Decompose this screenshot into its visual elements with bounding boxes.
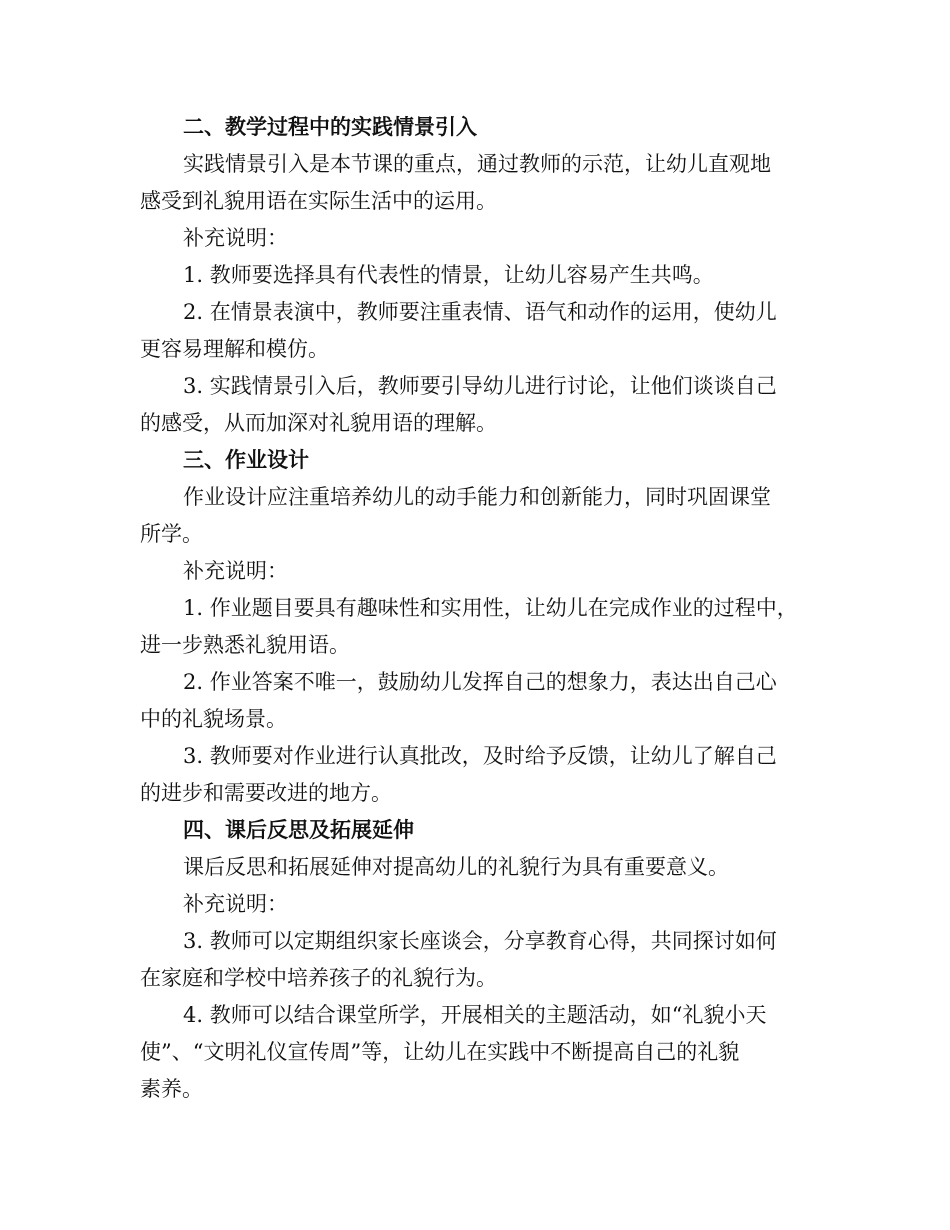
- paragraph-line: 感受到礼貌用语在实际生活中的运用。: [140, 189, 497, 213]
- list-item-line: 使”、“文明礼仪宣传周”等，让幼儿在实践中不断提高自己的礼貌: [140, 1040, 740, 1064]
- list-item-line: 3. 教师要对作业进行认真批改，及时给予反馈，让幼儿了解自己: [183, 744, 777, 768]
- paragraph-line: 实践情景引入是本节课的重点，通过教师的示范，让幼儿直观地: [183, 152, 771, 176]
- list-item-line: 更容易理解和模仿。: [140, 337, 329, 361]
- paragraph-line: 课后反思和拓展延伸对提高幼儿的礼貌行为具有重要意义。: [183, 855, 729, 879]
- section-heading: 二、教学过程中的实践情景引入: [183, 115, 477, 139]
- section-heading: 四、课后反思及拓展延伸: [183, 818, 414, 842]
- list-item-line: 1. 教师要选择具有代表性的情景，让幼儿容易产生共鸣。: [183, 263, 714, 287]
- list-item-line: 3. 实践情景引入后，教师要引导幼儿进行讨论，让他们谈谈自己: [183, 374, 777, 398]
- list-item-line: 的感受，从而加深对礼貌用语的理解。: [140, 411, 497, 435]
- list-item-line: 素养。: [140, 1077, 203, 1101]
- list-item-line: 4. 教师可以结合课堂所学，开展相关的主题活动，如“礼貌小天: [183, 1003, 767, 1027]
- list-item-line: 进一步熟悉礼貌用语。: [140, 633, 350, 657]
- list-item-line: 2. 作业答案不唯一，鼓励幼儿发挥自己的想象力，表达出自己心: [183, 670, 777, 694]
- list-item-line: 中的礼貌场景。: [140, 707, 287, 731]
- list-item-line: 3. 教师可以定期组织家长座谈会，分享教育心得，共同探讨如何: [183, 929, 777, 953]
- list-item-line: 2. 在情景表演中，教师要注重表情、语气和动作的运用，使幼儿: [183, 300, 777, 324]
- list-item-line: 1. 作业题目要具有趣味性和实用性，让幼儿在完成作业的过程中，: [183, 596, 798, 620]
- section-heading: 三、作业设计: [183, 448, 309, 472]
- list-item-line: 的进步和需要改进的地方。: [140, 781, 392, 805]
- paragraph-line: 作业设计应注重培养幼儿的动手能力和创新能力，同时巩固课堂: [183, 485, 771, 509]
- paragraph-line: 补充说明：: [183, 226, 288, 250]
- paragraph-line: 补充说明：: [183, 559, 288, 583]
- paragraph-line: 补充说明：: [183, 892, 288, 916]
- paragraph-line: 所学。: [140, 522, 203, 546]
- list-item-line: 在家庭和学校中培养孩子的礼貌行为。: [140, 966, 497, 990]
